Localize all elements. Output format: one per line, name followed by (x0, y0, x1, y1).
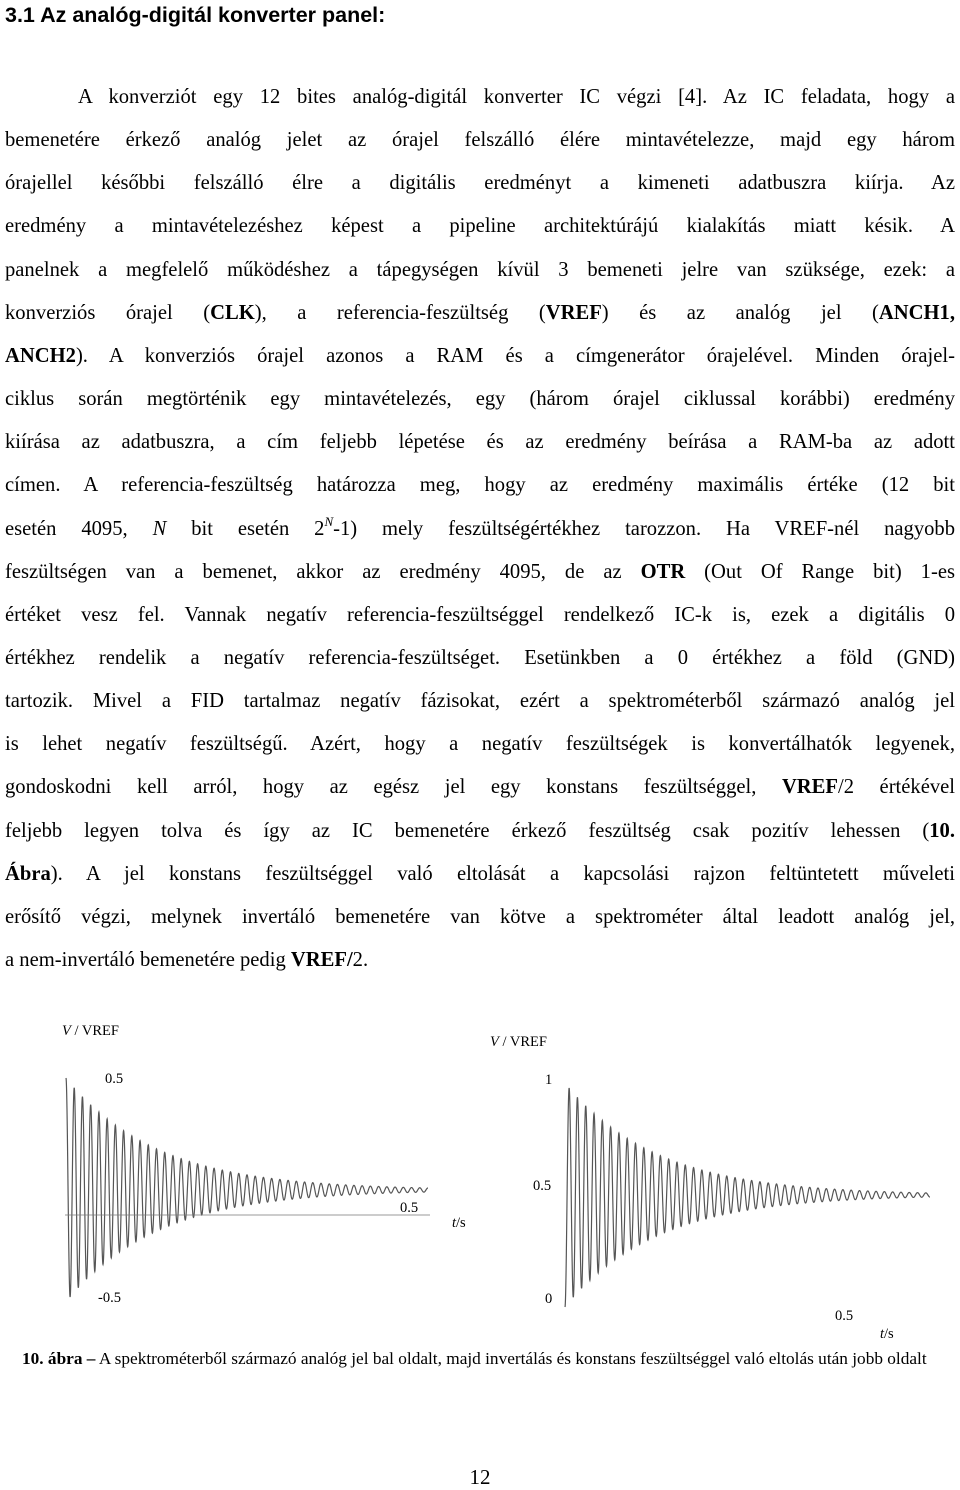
text-run: panelnek a megfelelő működéshez a tápegységen kívül 3 bemeneti jelre van szüksége, ezek: a (5, 258, 955, 281)
text-line (5, 729, 955, 759)
fid-signal-plots (0, 1005, 960, 1350)
text-line (5, 859, 955, 889)
text-run: címen. A referencia-feszültség határozza meg, hogy az eredmény maximális értéke (12 bit (5, 474, 955, 497)
text-line (5, 341, 955, 371)
text-line (5, 125, 955, 155)
text-line (5, 902, 955, 932)
text-run: bit esetén 2 (166, 517, 325, 540)
text-line (5, 384, 955, 414)
text-run: ciklus során megtörténik egy mintavételezés, egy (három órajel ciklussal korábbi) eredmény (5, 388, 955, 411)
text-run: bemenetére érkező analóg jelet az órajel felszálló élére mintavételezze, majd egy három (5, 129, 955, 152)
left-x-axis-label: t/s (452, 1215, 466, 1231)
section-heading: 3.1 Az analóg-digitál konverter panel: (5, 3, 386, 27)
figure-10 (0, 1005, 960, 1350)
text-run: Ábra (5, 862, 51, 885)
left-y-axis-label: V / VREF (62, 1023, 119, 1039)
text-line (5, 168, 955, 198)
right-y-tick-bottom: 0 (545, 1291, 553, 1307)
text-run: N (152, 517, 167, 540)
text-run: tartozik. Mivel a FID tartalmaz negatív fázisokat, ezért a spektrométerből származó analóg jel (5, 690, 955, 713)
text-line (5, 686, 955, 716)
text-line (5, 772, 955, 802)
text-run: (Out Of Range bit) 1-es (685, 560, 955, 583)
text-line (5, 600, 955, 630)
text-line (5, 945, 955, 975)
left-decaying-signal-curve (66, 1078, 428, 1297)
left-y-tick-bottom: -0.5 (98, 1290, 121, 1306)
text-line (5, 557, 955, 587)
right-x-tick: 0.5 (835, 1308, 854, 1324)
text-run: eredmény a mintavételezéshez képest a pipeline architektúrájú kialakítás miatt késik. A (5, 215, 955, 238)
figure-caption (22, 1347, 942, 1370)
text-line (5, 298, 955, 328)
text-line (5, 470, 955, 500)
text-line (5, 514, 955, 544)
text-line (5, 816, 955, 846)
text-run: ) és az analóg jel ( (601, 301, 879, 324)
text-run: feljebb legyen tolva és így az IC bemenetére érkező feszültség csak pozitív lehessen ( (5, 819, 930, 842)
left-y-tick-top: 0.5 (105, 1071, 124, 1087)
text-run: /2 értékével (838, 776, 956, 799)
right-y-tick-middle: 0.5 (533, 1178, 552, 1194)
text-run: CLK (210, 301, 255, 324)
left-plot-original-signal (62, 1023, 466, 1306)
text-line (5, 643, 955, 673)
text-run: ), a referencia-feszültség ( (254, 301, 546, 324)
text-run: 2. (352, 949, 369, 971)
text-line (5, 427, 955, 457)
text-run: -1) mely feszültségértékhez tarozzon. Ha VREF-nél nagyobb (333, 517, 956, 540)
text-run: ANCH2 (5, 344, 76, 367)
text-run: N (324, 513, 334, 529)
text-run: VREF (781, 776, 838, 799)
text-run: értékhez rendelik a negatív referencia-feszültséget. Esetünkben a 0 értékhez a föld (GND) (5, 646, 955, 669)
text-run: VREF (545, 301, 602, 324)
text-run: ). A jel konstans feszültséggel való eltolását a kapcsolási rajzon feltüntetett műveleti (50, 862, 955, 885)
text-run: órajellel későbbi felszálló élre a digitális eredményt a kimeneti adatbuszra kiírja. Az (5, 172, 955, 195)
text-run: gondoskodni kell arról, hogy az egész jel egy konstans feszültséggel, (5, 776, 782, 799)
text-run: a nem-invertáló bemenetére pedig (5, 949, 291, 971)
text-run: ANCH1, (878, 301, 955, 324)
right-x-axis-label: t/s (880, 1326, 894, 1342)
text-run: 10. (929, 819, 955, 842)
text-run: értéket vesz fel. Vannak negatív referencia-feszültséggel rendelkező IC-k is, ezek a digitális 0 (5, 603, 955, 626)
text-line (5, 211, 955, 241)
page-number: 12 (469, 1465, 491, 1489)
right-plot-shifted-signal (490, 1034, 930, 1342)
caption-label: 10. ábra – (22, 1349, 96, 1368)
text-run: konverziós órajel ( (5, 301, 211, 324)
text-run: ). A konverziós órajel azonos a RAM és a címgenerátor órajelével. Minden órajel- (75, 344, 955, 367)
text-run: esetén 4095, (5, 517, 153, 540)
text-line (78, 82, 955, 112)
caption-text: A spektrométerből származó analóg jel bal oldalt, majd invertálás és konstans feszültséggel való eltolás után jobb oldalt (95, 1349, 927, 1368)
text-run: kiírása az adatbuszra, a cím feljebb lépetése és az eredmény beírása a RAM-ba az adott (5, 431, 955, 454)
text-run: feszültségen van a bemenet, akkor az eredmény 4095, de az (5, 560, 641, 583)
text-line (5, 255, 955, 285)
text-run: erősítő végzi, melynek invertáló bemenetére van kötve a spektrométer által leadott analóg jel, (5, 905, 955, 928)
right-y-axis-label: V / VREF (490, 1034, 547, 1050)
text-run: is lehet negatív feszültségű. Azért, hogy a negatív feszültségek is konvertálhatók legyenek, (5, 733, 955, 756)
text-run: VREF/ (290, 949, 353, 971)
text-run: OTR (640, 560, 686, 583)
text-run: A konverziót egy 12 bites analóg-digitál konverter IC végzi [4]. Az IC feladata, hogy a (78, 86, 955, 108)
right-shifted-signal-curve (565, 1088, 930, 1307)
left-x-tick: 0.5 (400, 1200, 419, 1216)
right-y-tick-top: 1 (545, 1072, 553, 1088)
